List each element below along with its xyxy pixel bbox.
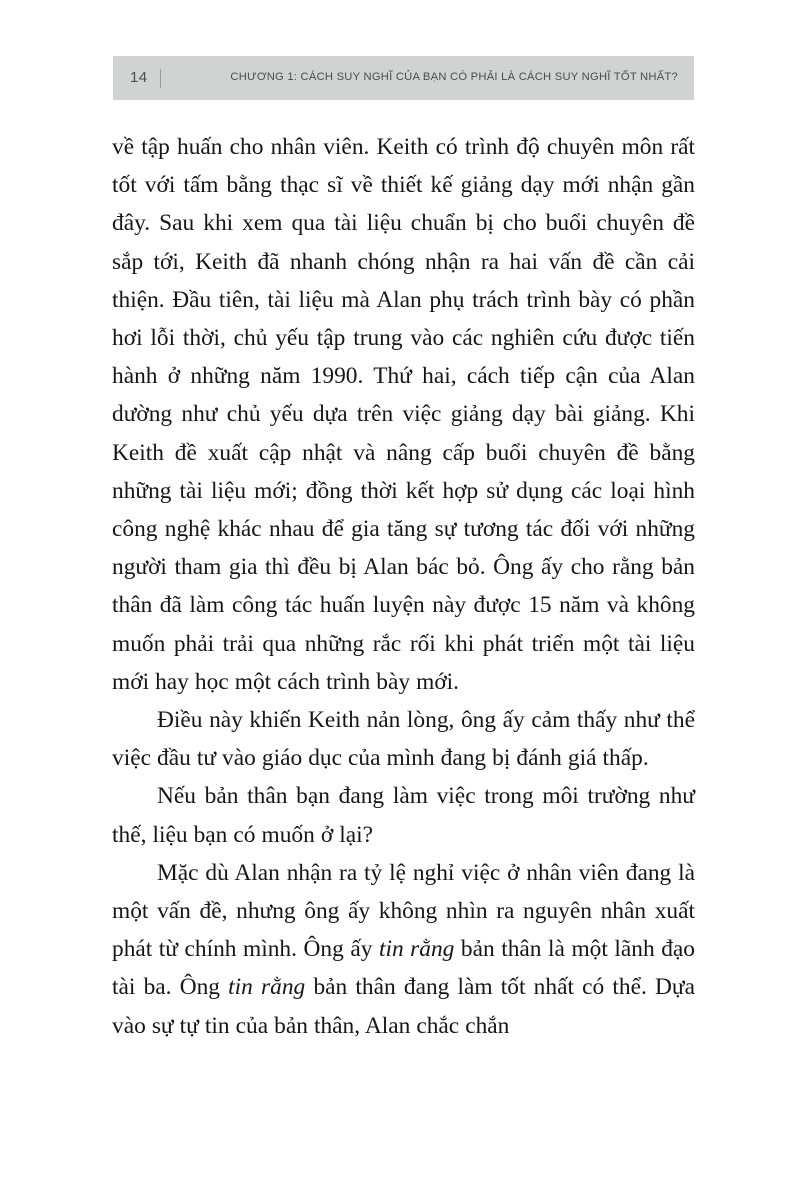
chapter-running-head: CHƯƠNG 1: CÁCH SUY NGHĨ CỦA BẠN CÓ PHẢI LÀ CÁCH SUY NGHĨ TỐT NHẤT? [230,70,678,83]
paragraph-3: Nếu bản thân bạn đang làm việc trong môi trường như thế, liệu bạn có muốn ở lại? [112,783,695,848]
running-header [113,56,694,100]
header-divider [160,69,161,88]
body-text-column [112,128,695,1045]
paragraph-4: Mặc dù Alan nhận ra tỷ lệ nghỉ việc ở nhân viên đang là một vấn đề, nhưng ông ấy không nhìn ra nguyên nhân xuất phát từ chính mình. Ông ấy tin rằng bản thân là một lãnh đạo tài ba. Ông tin rằng bản thân đang làm tốt nhất có thể. Dựa vào sự tự tin của bản thân, Alan chắc chắn [112,859,695,1039]
page-number: 14 [130,69,148,86]
paragraph-1: về tập huấn cho nhân viên. Keith có trình độ chuyên môn rất tốt với tấm bằng thạc sĩ về thiết kế giảng dạy mới nhận gần đây. Sau khi xem qua tài liệu chuẩn bị cho buổi chuyên đề sắp tới, Keith đã nhanh chóng nhận ra hai vấn đề cần cải thiện. Đầu tiên, tài liệu mà Alan phụ trách trình bày có phần hơi lỗi thời, chủ yếu tập trung vào các nghiên cứu được tiến hành ở những năm 1990. Thứ hai, cách tiếp cận của Alan dường như chủ yếu dựa trên việc giảng dạy bài giảng. Khi Keith đề xuất cập nhật và nâng cấp buổi chuyên đề bằng những tài liệu mới; đồng thời kết hợp sử dụng các loại hình công nghệ khác nhau để gia tăng sự tương tác đối với những người tham gia thì đều bị Alan bác bỏ. Ông ấy cho rằng bản thân đã làm công tác huấn luyện này được 15 năm và không muốn phải trải qua những rắc rối khi phát triển một tài liệu mới hay học một cách trình bày mới. [112,134,695,695]
paragraph-2: Điều này khiến Keith nản lòng, ông ấy cảm thấy như thể việc đầu tư vào giáo dục của mình đang bị đánh giá thấp. [112,707,695,772]
emphasis-text: tin rằng [378,936,455,963]
emphasis-text: tin rằng [228,974,306,1001]
